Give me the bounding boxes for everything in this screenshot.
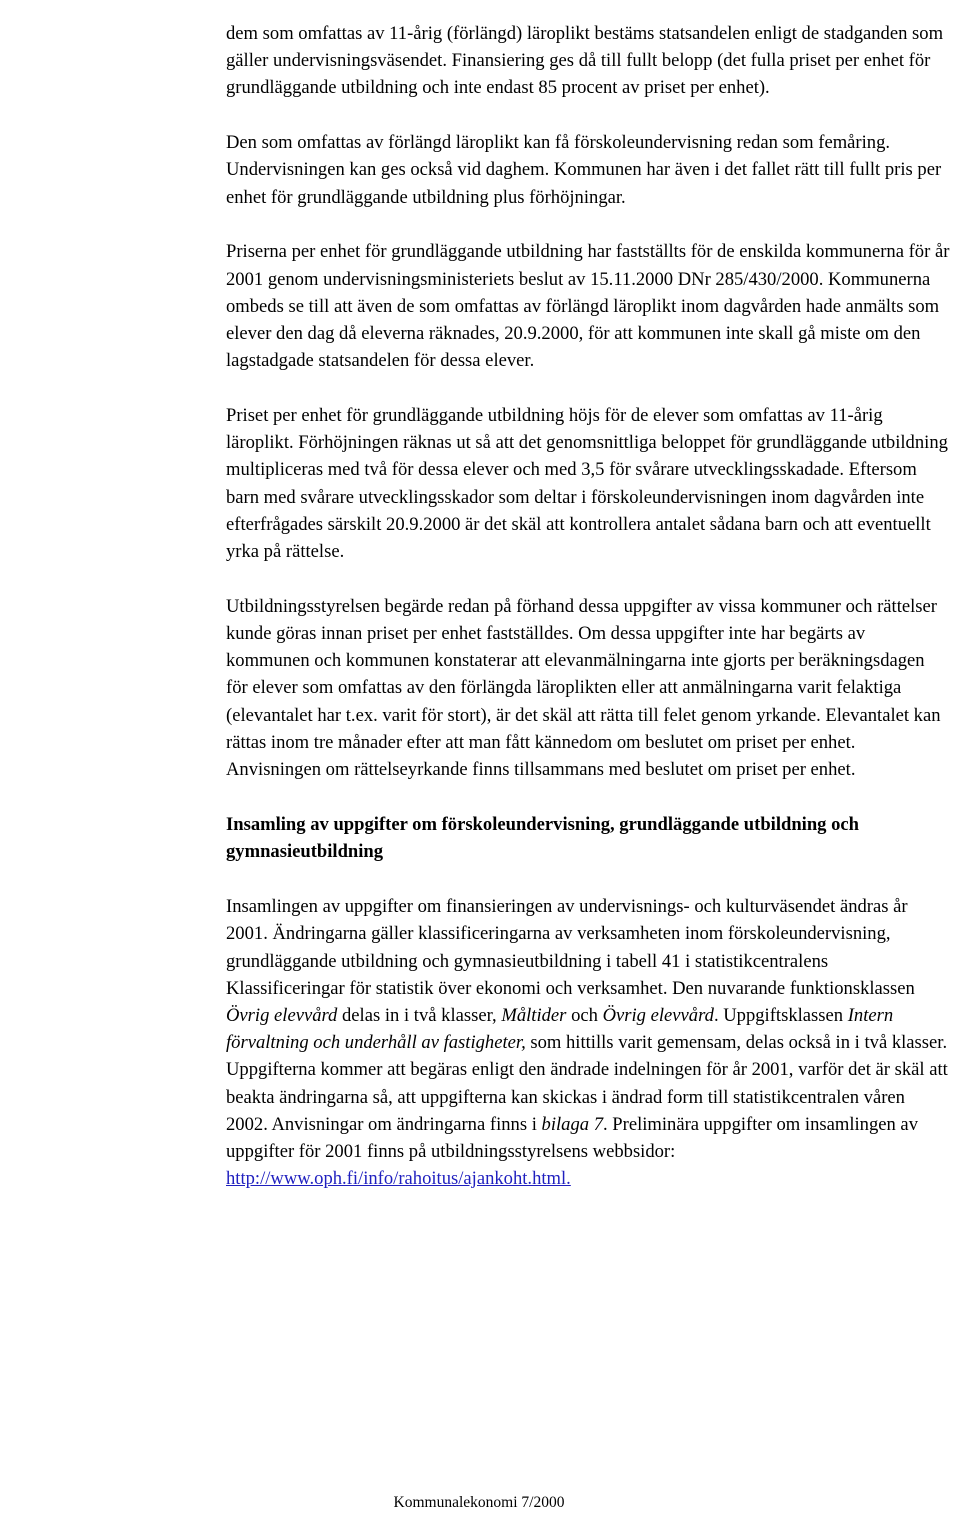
section-heading: Insamling av uppgifter om förskoleundervisning, grundläggande utbildning och gymnasieutbildning [226,814,860,863]
document-body [226,20,950,1192]
paragraph-3: Priserna per enhet för grundläggande utbildning har fastställts för de enskilda kommunerna för år 2001 genom undervisningsministeriets beslut av 15.11.2000 DNr 285/430/2000. Kommunerna ombeds se till att även de som omfattas av förlängd läroplikt inom dagvården hade anmälts som elever den dag då eleverna räknades, 20.9.2000, för att kommunen inte skall gå miste om den lagstadgade statsandelen för dessa elever. [226,241,950,372]
paragraph-1: dem som omfattas av 11-årig (förlängd) läroplikt bestäms statsandelen enligt de stadganden som gäller undervisningsväsendet. Finansiering ges då till fullt belopp (det fulla priset per enhet för grundläggande utbildning och inte endast 85 procent av priset per enhet). [226,23,944,99]
paragraph-5: Utbildningsstyrelsen begärde redan på förhand dessa uppgifter av vissa kommuner och rättelser kunde göras innan priset per enhet fastställdes. Om dessa uppgifter inte har begärts av kommunen och kommunen konstaterar att elevanmälningarna inte gjorts per beräkningsdagen för elever som omfattas av den förlängda läroplikten eller att anmälningarna varit felaktiga (elevantalet har t.ex. varit för stort), är det skäl att rätta till felet genom yrkande. Elevantalet kan rättas inom tre månader efter att man fått kännedom om beslutet om priset per enhet. Anvisningen om rättelseyrkande finns tillsammans med beslutet om priset per enhet. [226,595,941,781]
paragraph-6-text-2: delas in i två klasser, [337,1005,502,1027]
paragraph-6-text-1: Insamlingen av uppgifter om finansieringen av undervisnings- och kulturväsendet ändras år 2001. Ändringarna gäller klassificeringarna av verksamheten inom förskoleundervisning, grundläggande utbildning och gymnasieutbildning i tabell 41 i statistikcentralens Klassificeringar för statistik över ekonomi och verksamhet. Den nuvarande funktionsklassen [226,896,915,999]
paragraph-6-text-4: . Uppgiftsklassen [713,1005,848,1027]
paragraph-2: Den som omfattas av förlängd läroplikt kan få förskoleundervisning redan som femåring. Undervisningen kan ges också vid daghem. Kommunen har även i det fallet rätt till fullt pris per enhet för grundläggande utbildning plus förhöjningar. [226,132,942,208]
paragraph-6-italic-5: bilaga 7 [541,1113,603,1135]
page-footer [0,1494,960,1512]
paragraph-4: Priset per enhet för grundläggande utbildning höjs för de elever som omfattas av 11-årig läroplikt. Förhöjningen räknas ut så att det genomsnittliga beloppet för grundläggande utbildning multipliceras med två för dessa elever och med 3,5 för svårare utvecklingsskadade. Eftersom barn med svårare utvecklingsskador som deltar i förskoleundervisningen inom dagvården inte efterfrågades särskilt 20.9.2000 är det skäl att kontrollera antalet sådana barn och att eventuellt yrka på rättelse. [226,405,948,563]
paragraph-6-text-5: som hittills varit gemensam, delas också in i två klasser. Uppgifterna kommer att begäras enligt den ändrade indelningen för år 2001, varför det är skäl att beakta ändringarna så, att uppgifterna kan skickas i ändrad form till statistikcentralen våren 2002. Anvisningar om ändringarna finns i [226,1032,948,1135]
paragraph-6-italic-3: Övrig elevvård [602,1005,714,1027]
webpage-link[interactable]: http://www.oph.fi/info/rahoitus/ajankoht.html. [226,1168,571,1190]
paragraph-6-italic-2: Måltider [501,1005,567,1027]
paragraph-6-italic-1: Övrig elevvård [226,1005,338,1027]
paragraph-6-text-6: . Preliminära uppgifter om insamlingen av uppgifter för 2001 finns på utbildningsstyrelsens webbsidor: [226,1113,918,1163]
paragraph-6-italic-4: Intern förvaltning och underhåll av fastigheter, [226,1005,894,1054]
paragraph-6-text-3: och [566,1005,603,1027]
paragraph-6 [226,893,950,1192]
footer-text: Kommunalekonomi 7/2000 [393,1494,565,1511]
